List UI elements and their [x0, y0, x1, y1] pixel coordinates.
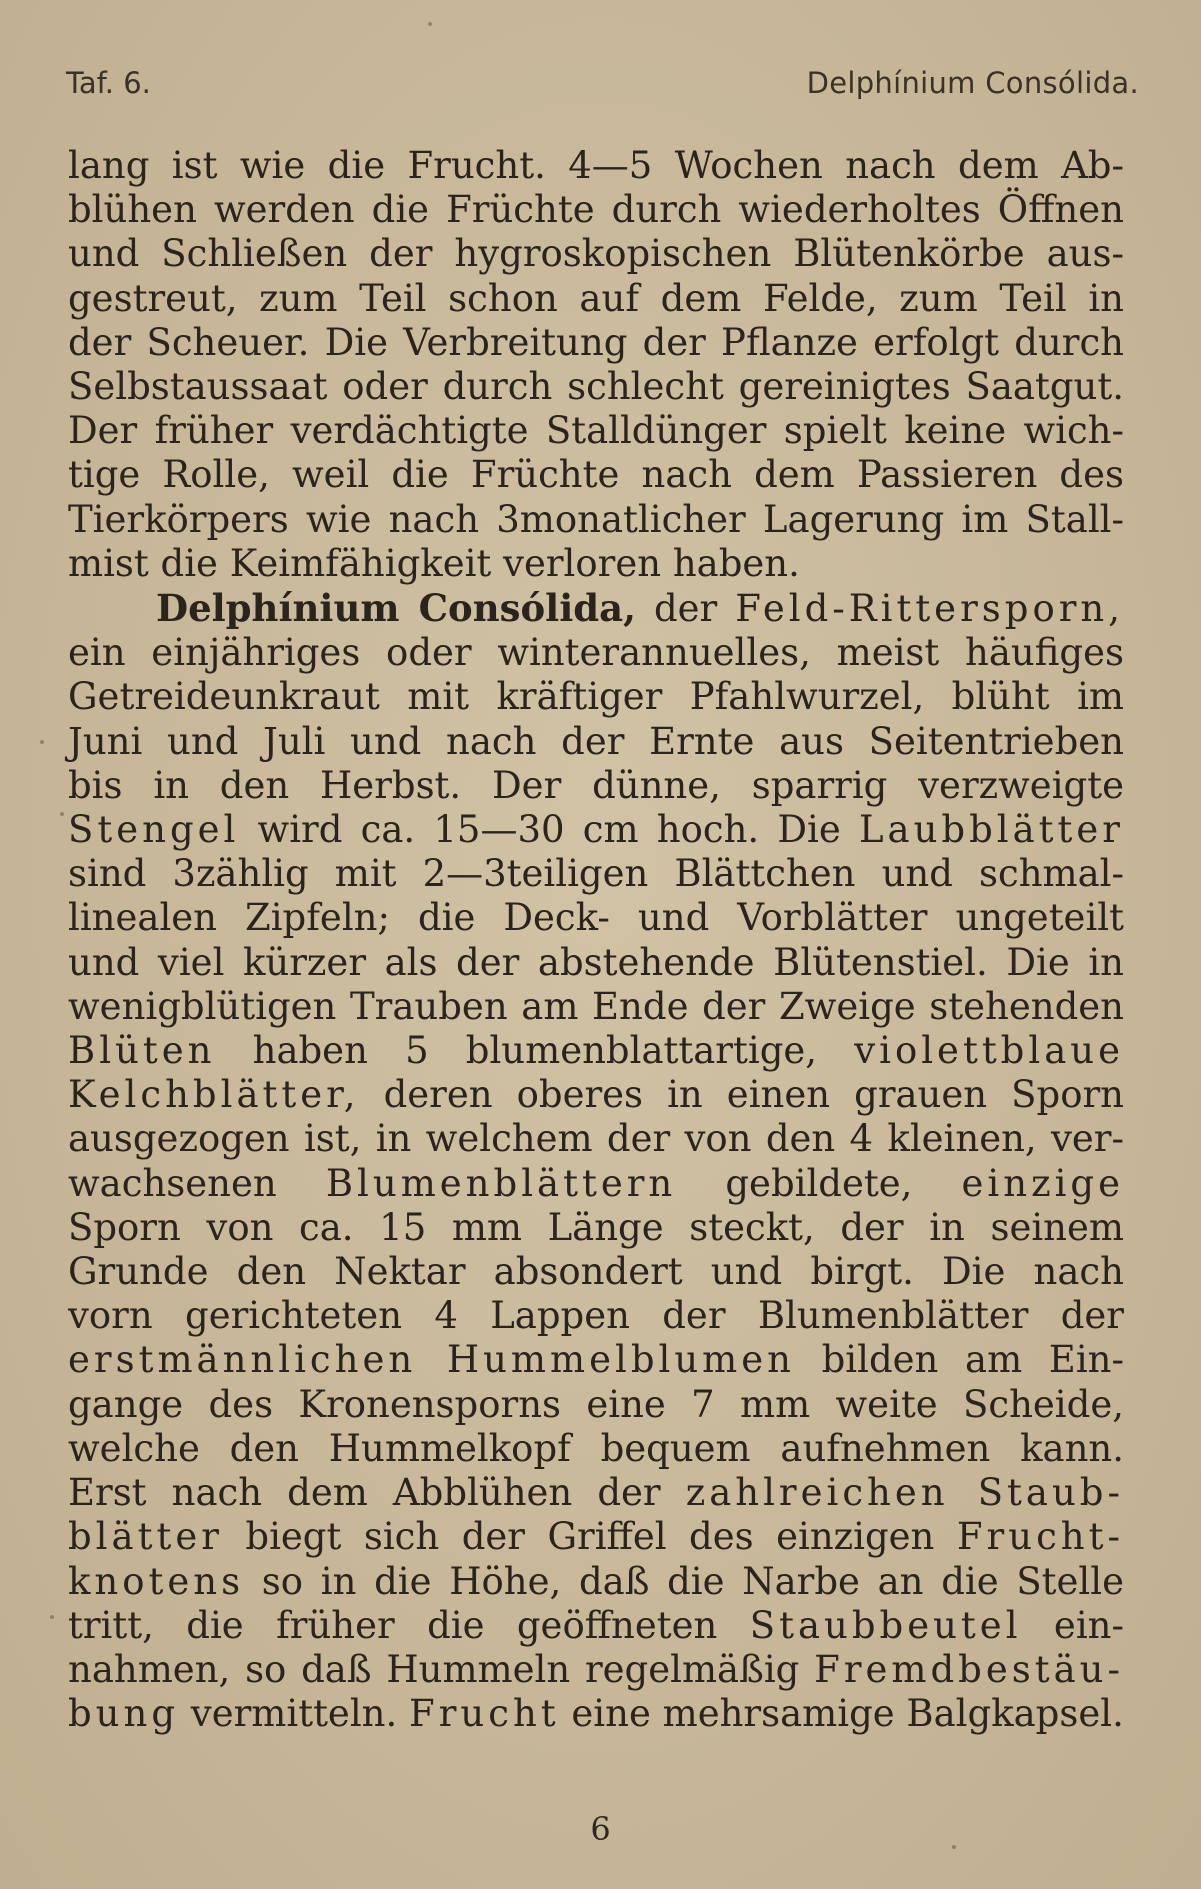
paper-speck	[952, 1845, 956, 1849]
text-line: blätter biegt sich der Griffel des einzigen Frucht-	[68, 1515, 1124, 1559]
page-number: 6	[590, 1810, 611, 1848]
text-line: Selbstaussaat oder durch schlecht gereinigtes Saatgut.	[68, 365, 1124, 409]
text-line: blühen werden die Früchte durch wiederholtes Öffnen	[68, 188, 1124, 232]
text-line: tritt, die früher die geöffneten Staubbeutel ein-	[68, 1603, 1124, 1647]
paper-speck	[40, 740, 44, 744]
text-line: Stengel wird ca. 15—30 cm hoch. Die Laubblätter	[68, 808, 1124, 852]
text-line: Tierkörpers wie nach 3monatlicher Lagerung im Stall-	[68, 497, 1124, 541]
text-line: und viel kürzer als der abstehende Blütenstiel. Die in	[68, 940, 1124, 984]
text-line: knotens so in die Höhe, daß die Narbe an die Stelle	[68, 1559, 1124, 1603]
text-line: bung vermitteln. Frucht eine mehrsamige Balgkapsel.	[68, 1692, 1124, 1736]
paper-speck	[428, 22, 432, 26]
text-line: nahmen, so daß Hummeln regelmäßig Fremdbestäu-	[68, 1647, 1124, 1691]
paper-speck	[50, 1615, 54, 1619]
text-line: erstmännlichen Hummelblumen bilden am Ein-	[68, 1338, 1124, 1382]
text-line: bis in den Herbst. Der dünne, sparrig verzweigte	[68, 763, 1124, 807]
species-name-bold: Delphínium Consólida,	[156, 586, 636, 631]
text-line: linealen Zipfeln; die Deck- und Vorblätter ungeteilt	[68, 896, 1124, 940]
running-head	[66, 66, 1139, 110]
text-line: Grunde den Nektar absondert und birgt. Die nach	[68, 1250, 1124, 1294]
text-line: Delphínium Consólida, der Feld-Rittersporn,	[156, 586, 1124, 631]
text-line: Der früher verdächtigte Stalldünger spielt keine wich-	[68, 409, 1124, 453]
text-line: tige Rolle, weil die Früchte nach dem Passieren des	[68, 453, 1124, 497]
text-line: wenigblütigen Trauben am Ende der Zweige stehenden	[68, 984, 1124, 1028]
text-line: wachsenen Blumenblättern gebildete, einzige	[68, 1161, 1124, 1205]
text-line: ein einjähriges oder winterannuelles, meist häufiges	[68, 631, 1124, 675]
text-line: gestreut, zum Teil schon auf dem Felde, zum Teil in	[68, 276, 1124, 320]
plate-number: Taf. 6.	[66, 66, 151, 100]
text-line: der Scheuer. Die Verbreitung der Pflanze erfolgt durch	[68, 320, 1124, 364]
text-line: Sporn von ca. 15 mm Länge steckt, der in seinem	[68, 1205, 1124, 1249]
paper-speck	[60, 812, 64, 816]
text-line: Juni und Juli und nach der Ernte aus Seitentrieben	[68, 719, 1124, 763]
text-line: und Schließen der hygroskopischen Blütenkörbe aus-	[68, 232, 1124, 276]
text-line: Getreideunkraut mit kräftiger Pfahlwurzel, blüht im	[68, 675, 1124, 719]
text-line: vorn gerichteten 4 Lappen der Blumenblätter der	[68, 1294, 1124, 1338]
species-heading: Delphínium Consólida.	[806, 66, 1139, 100]
text-line: lang ist wie die Frucht. 4—5 Wochen nach dem Ab-	[68, 144, 1124, 187]
text-line: gange des Kronensporns eine 7 mm weite Scheide,	[68, 1382, 1124, 1426]
text-line: Erst nach dem Abblühen der zahlreichen Staub-	[68, 1471, 1124, 1515]
text-line: welche den Hummelkopf bequem aufnehmen kann.	[68, 1426, 1124, 1470]
paragraph-species-description	[68, 586, 1124, 1736]
text-line: mist die Keimfähigkeit verloren haben.	[68, 541, 800, 585]
text-line: ausgezogen ist, in welchem der von den 4 kleinen, ver-	[68, 1117, 1124, 1161]
common-name-spaced: Feld-Rittersporn,	[735, 587, 1124, 631]
paragraph-continuation	[68, 144, 1124, 586]
body-text	[68, 144, 1124, 1736]
text-line: Blüten haben 5 blumenblattartige, violettblaue	[68, 1029, 1124, 1073]
text-line: Kelchblätter, deren oberes in einen grauen Sporn	[68, 1073, 1124, 1117]
text-line: sind 3zählig mit 2—3teiligen Blättchen und schmal-	[68, 852, 1124, 896]
